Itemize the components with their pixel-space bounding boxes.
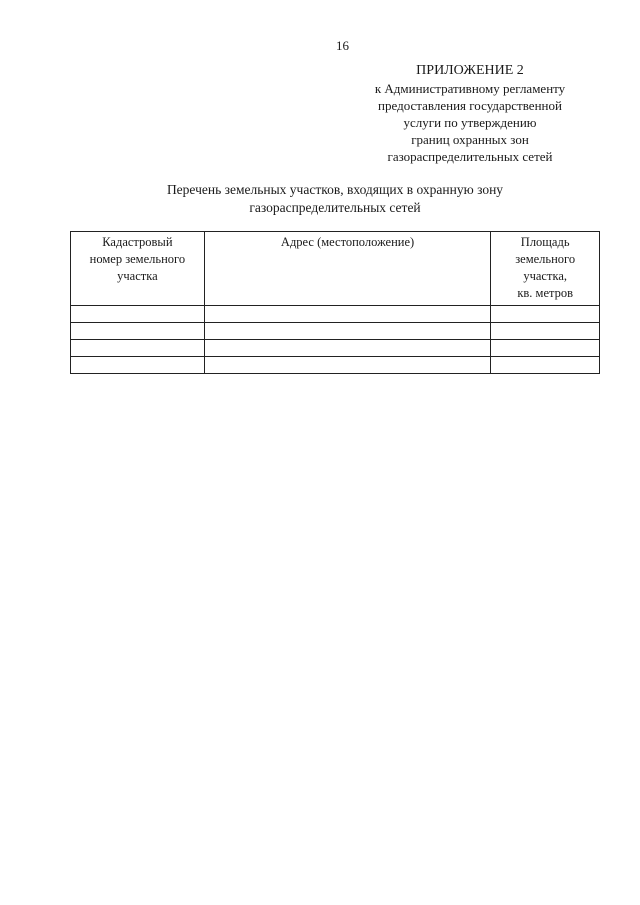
table-cell (204, 306, 491, 323)
appendix-line: к Административному регламенту (374, 81, 566, 96)
table-cell (71, 357, 205, 374)
table-cell (491, 357, 600, 374)
header-area: Площадь земельного участка, кв. метров (491, 232, 600, 306)
appendix-line: границ охранных зон (411, 132, 529, 147)
page-number: 16 (336, 38, 349, 53)
table-cell (204, 323, 491, 340)
table-cell (71, 306, 205, 323)
appendix-line: услуги по утверждению (403, 115, 537, 130)
table-row (71, 357, 600, 374)
table-cell (71, 340, 205, 357)
table-cell (491, 323, 600, 340)
list-title (130, 181, 540, 217)
table-cell (491, 340, 600, 357)
list-title-line: газораспределительных сетей (249, 200, 421, 215)
land-plots-table (70, 231, 600, 374)
table-header-row (71, 232, 600, 306)
header-address: Адрес (местоположение) (204, 232, 491, 306)
table-row (71, 323, 600, 340)
appendix-line: газораспределительных сетей (387, 149, 553, 164)
table-cell (491, 306, 600, 323)
appendix-header (340, 62, 600, 165)
table-cell (204, 357, 491, 374)
table-cell (204, 340, 491, 357)
table-row (71, 340, 600, 357)
list-title-line: Перечень земельных участков, входящих в охранную зону (166, 182, 504, 197)
appendix-line: предоставления государственной (378, 98, 562, 113)
appendix-title: ПРИЛОЖЕНИЕ 2 (416, 63, 524, 78)
table-row (71, 306, 600, 323)
header-cadastral-number: Кадастровый номер земельного участка (71, 232, 205, 306)
table-cell (71, 323, 205, 340)
